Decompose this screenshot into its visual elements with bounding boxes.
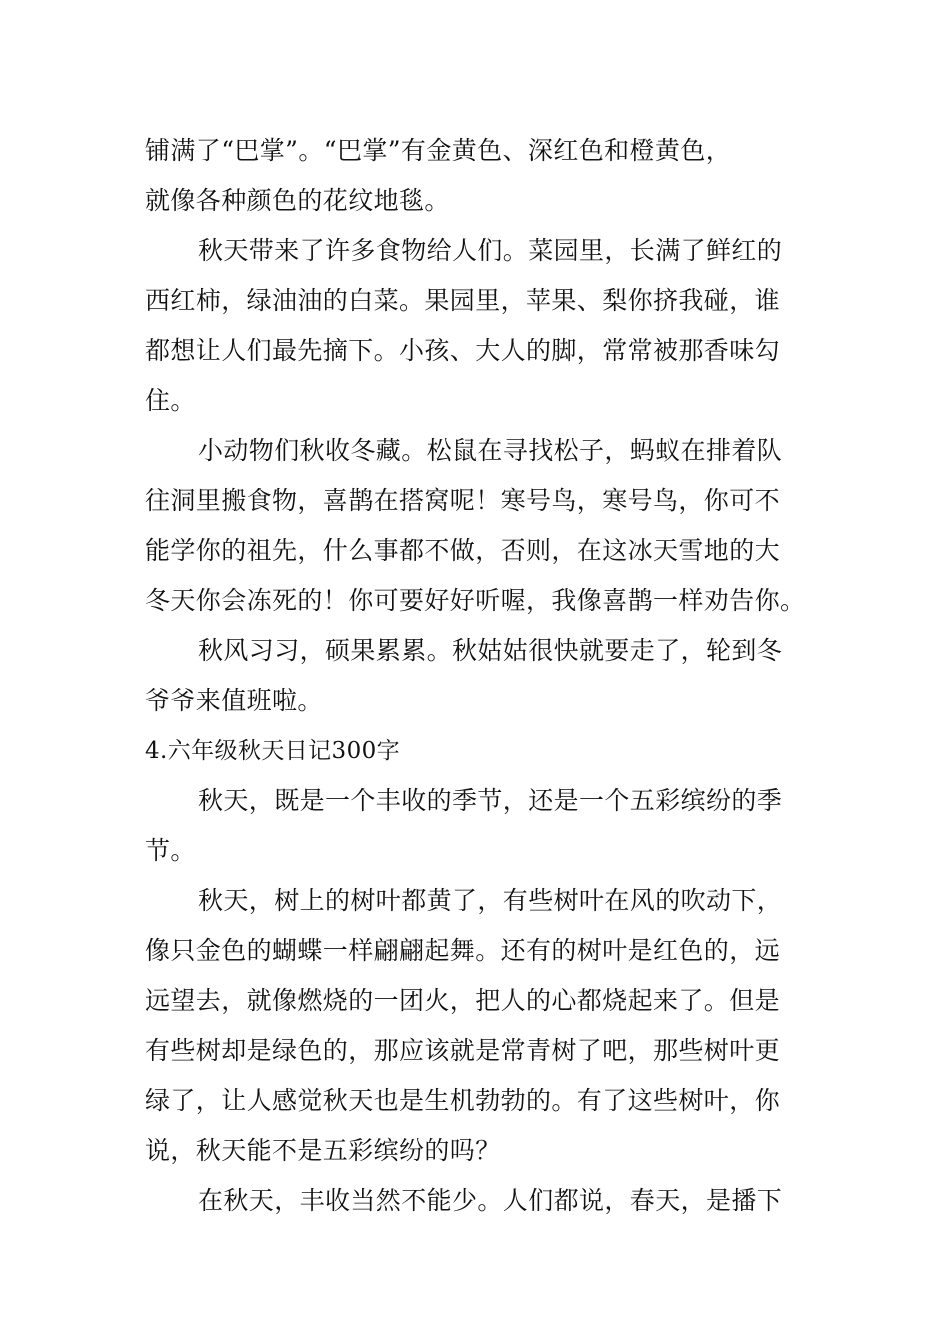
paragraph-line: 秋天，既是一个丰收的季节，还是一个五彩缤纷的季 xyxy=(198,786,783,815)
paragraph-line: 都想让人们最先摘下。小孩、大人的脚，常常被那香味勾 xyxy=(145,336,781,365)
paragraph-line: 有些树却是绿色的，那应该就是常青树了吧，那些树叶更 xyxy=(145,1036,781,1065)
paragraph-line: 在秋天，丰收当然不能少。人们都说，春天，是播下 xyxy=(198,1186,783,1215)
paragraph-line: 小动物们秋收冬藏。松鼠在寻找松子，蚂蚁在排着队 xyxy=(198,436,783,465)
paragraph-line: 节。 xyxy=(145,836,196,865)
paragraph-line: 就像各种颜色的花纹地毯。 xyxy=(145,186,450,215)
paragraph-line: 冬天你会冻死的！你可要好好听喔，我像喜鹊一样劝告你。 xyxy=(145,586,806,615)
paragraph-line: 爷爷来值班啦。 xyxy=(145,686,323,715)
section-heading: 4.六年级秋天日记300字 xyxy=(145,738,401,764)
paragraph-line: 往洞里搬食物，喜鹊在搭窝呢！寒号鸟，寒号鸟，你可不 xyxy=(145,486,781,515)
paragraph-line: 西红柿，绿油油的白菜。果园里，苹果、梨你挤我碰，谁 xyxy=(145,286,781,315)
paragraph-line: 秋天，树上的树叶都黄了，有些树叶在风的吹动下， xyxy=(198,886,783,915)
paragraph-line: 远望去，就像燃烧的一团火，把人的心都烧起来了。但是 xyxy=(145,986,781,1015)
paragraph-line: 铺满了“巴掌”。“巴掌”有金黄色、深红色和橙黄色， xyxy=(145,136,732,165)
document-page xyxy=(145,126,807,1226)
paragraph-line: 像只金色的蝴蝶一样翩翩起舞。还有的树叶是红色的，远 xyxy=(145,936,781,965)
paragraph-line: 住。 xyxy=(145,386,196,415)
paragraph-line: 说，秋天能不是五彩缤纷的吗？ xyxy=(145,1136,501,1165)
paragraph-line: 绿了，让人感觉秋天也是生机勃勃的。有了这些树叶，你 xyxy=(145,1086,781,1115)
paragraph-line: 秋风习习，硕果累累。秋姑姑很快就要走了，轮到冬 xyxy=(198,636,783,665)
paragraph-line: 秋天带来了许多食物给人们。菜园里，长满了鲜红的 xyxy=(198,236,783,265)
paragraph-line: 能学你的祖先，什么事都不做，否则，在这冰天雪地的大 xyxy=(145,536,781,565)
